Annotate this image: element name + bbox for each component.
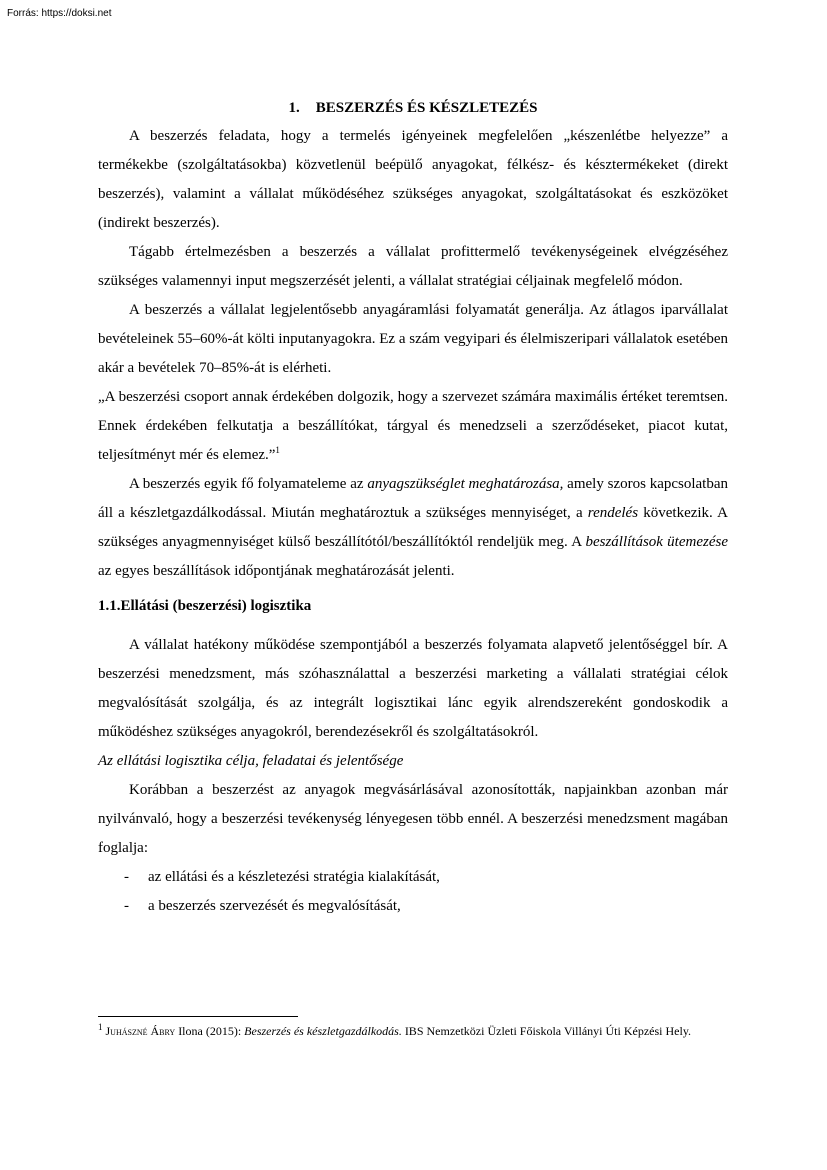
- paragraph-3: A beszerzés a vállalat legjelentősebb anyagáramlási folyamatát generálja. Az átlagos iparvállalat bevételeinek 55–60%-át költi inputanyagokra. Ez a szám vegyipari és élelmiszeripari vállalatok esetében akár a bevételek 70–85%-át is elérheti.: [98, 302, 728, 376]
- footnote-separator: [98, 1016, 298, 1017]
- dash-list: [98, 863, 728, 921]
- list-dash: -: [124, 898, 129, 914]
- paragraph-5-italic-3: beszállítások ütemezése: [585, 534, 728, 550]
- paragraph-5-text-3: következik. A szükséges anyagmennyiséget külső beszállítótól/beszállítóktól rendeljük meg. A: [98, 505, 728, 550]
- document-page: [98, 96, 728, 921]
- chapter-heading: [98, 96, 728, 120]
- footnote-title: Beszerzés és készletgazdálkodás.: [244, 1024, 402, 1038]
- paragraph-6: A vállalat hatékony működése szempontjából a beszerzés folyamata alapvető jelentőséggel bír. A beszerzési menedzsment, más szóhasználattal a beszerzési marketing a vállalati stratégiai célok megvalósítását szolgálja, és az integrált logisztikai lánc egyik alrendszereként gondoskodik a működéshez szükséges anyagokról, berendezésekről és szolgáltatásokról.: [98, 637, 728, 740]
- section-heading: 1.1.Ellátási (beszerzési) logisztika: [98, 598, 312, 614]
- paragraph-7: Korábban a beszerzést az anyagok megvásárlásával azonosították, napjainkban azonban már nyilvánvaló, hogy a beszerzési tevékenység lényegesen több ennél. A beszerzési menedzsment magában foglalja:: [98, 782, 728, 856]
- list-item: [98, 892, 728, 921]
- footnote-reference: 1: [275, 445, 280, 455]
- paragraph-5-text-1: A beszerzés egyik fő folyamateleme az: [129, 476, 368, 492]
- paragraph-5-italic-1: anyagszükséglet meghatározása,: [367, 476, 564, 492]
- list-item: [98, 863, 728, 892]
- list-item-text: az ellátási és a készletezési stratégia kialakítását,: [148, 869, 440, 885]
- footnote-number: 1: [98, 1022, 103, 1032]
- paragraph-5-text-2: amely szoros kapcsolatban áll a készletgazdálkodással. Miután meghatároztuk a szükséges mennyiséget, a: [98, 476, 728, 521]
- paragraph-1: A beszerzés feladata, hogy a termelés igényeinek megfelelően „készenlétbe helyezze” a termékekbe (szolgáltatásokba) közvetlenül beépülő anyagokat, félkész- és késztermékeket (direkt beszerzés), valamint a vállalat működéséhez szükséges anyagokat, szolgáltatásokat és eszközöket (indirekt beszerzés).: [98, 128, 728, 231]
- list-dash: -: [124, 869, 129, 885]
- footnote-author: Juhászné Ábry: [105, 1024, 176, 1038]
- quote-paragraph: [98, 383, 728, 470]
- paragraph-2: Tágabb értelmezésben a beszerzés a vállalat profittermelő tevékenységeinek elvégzéséhez szükséges valamennyi input megszerzését jelenti, a vállalat stratégiai céljainak megfelelő módon.: [98, 244, 728, 289]
- footnote-rest: IBS Nemzetközi Üzleti Főiskola Villányi Úti Képzési Hely.: [401, 1024, 692, 1038]
- paragraph-5-italic-2: rendelés: [587, 505, 639, 521]
- source-label: Forrás: https://doksi.net: [7, 8, 112, 19]
- chapter-title: BESZERZÉS ÉS KÉSZLETEZÉS: [315, 100, 538, 116]
- footnote: [98, 1022, 728, 1041]
- italic-subheading: Az ellátási logisztika célja, feladatai és jelentősége: [98, 753, 404, 769]
- paragraph-5-text-4: az egyes beszállítások időpontjának meghatározását jelenti.: [98, 563, 455, 579]
- chapter-number: 1.: [288, 100, 300, 116]
- footnote-author-rest: Ilona (2015):: [175, 1024, 245, 1038]
- paragraph-5: [98, 470, 728, 586]
- list-item-text: a beszerzés szervezését és megvalósítását,: [148, 898, 401, 914]
- quote-text: „A beszerzési csoport annak érdekében dolgozik, hogy a szervezet számára maximális értéket teremtsen. Ennek érdekében felkutatja a beszállítókat, tárgyal és menedzseli a szerződéseket, piacot kutat, teljesítményt mér és elemez.”: [98, 389, 728, 463]
